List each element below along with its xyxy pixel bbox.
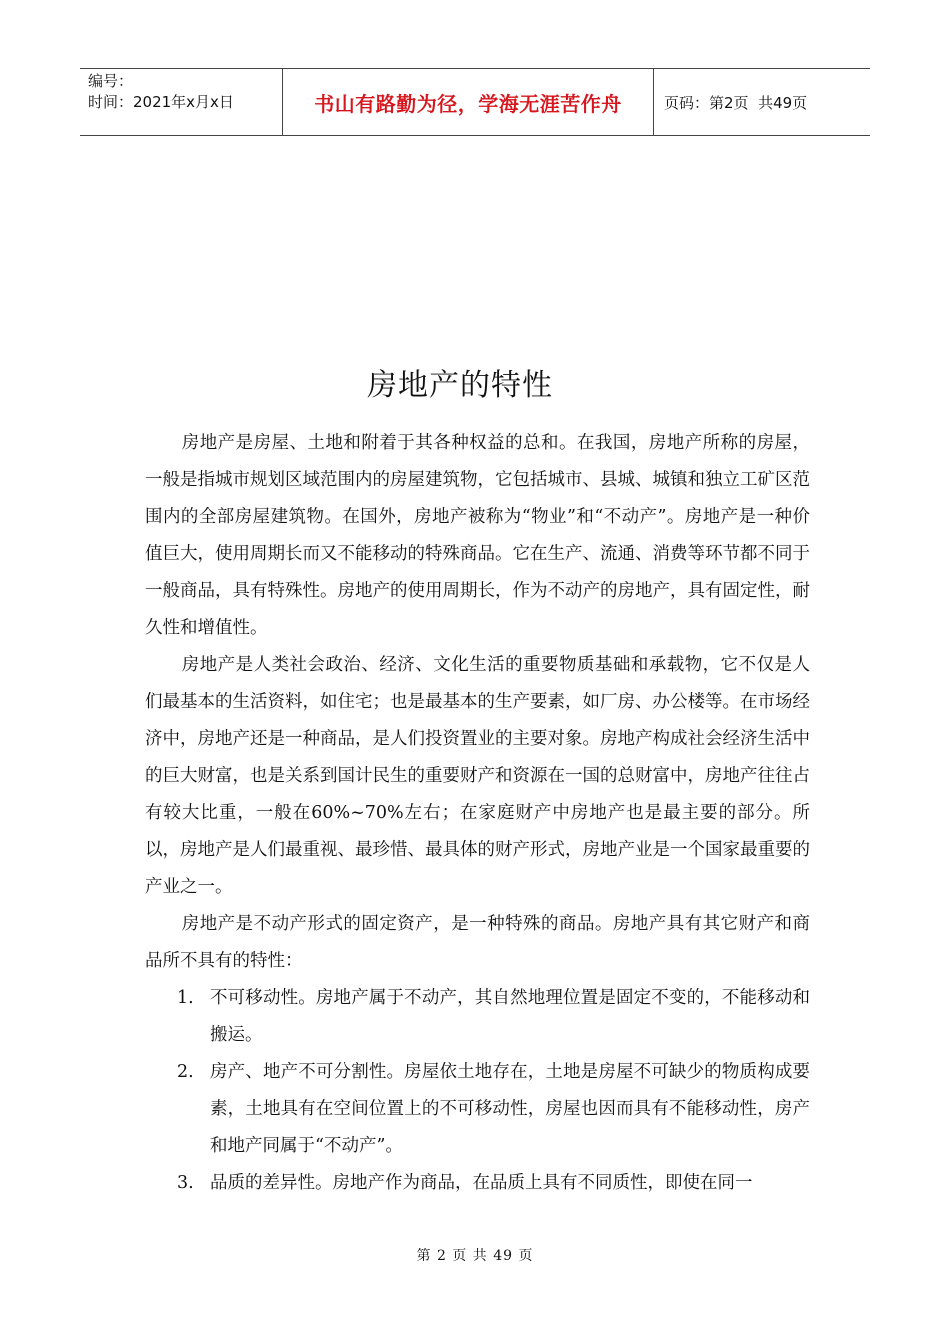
- list-item: [145, 1054, 810, 1165]
- footer-page-number: 第 2 页 共 49 页: [416, 1248, 534, 1264]
- paragraph-1: 房地产是房屋、土地和附着于其各种权益的总和。在我国，房地产所称的房屋，一般是指城市规划区域范围内的房屋建筑物，它包括城市、县城、城镇和独立工矿区范围内的全部房屋建筑物。在国外，房地产被称为“物业”和“不动产”。房地产是一种价值巨大，使用周期长而又不能移动的特殊商品。它在生产、流通、消费等环节都不同于一般商品，具有特殊性。房地产的使用周期长，作为不动产的房地产，具有固定性，耐久性和增值性。: [145, 433, 810, 638]
- property-characteristics-list: [145, 980, 810, 1202]
- document-header: [80, 68, 870, 136]
- header-motto: 书山有路勤为径，学海无涯苦作舟: [282, 69, 654, 135]
- paragraph-2: 房地产是人类社会政治、经济、文化生活的重要物质基础和承载物，它不仅是人们最基本的生活资料，如住宅；也是最基本的生产要素，如厂房、办公楼等。在市场经济中，房地产还是一种商品，是人们投资置业的主要对象。房地产构成社会经济生活中的巨大财富，也是关系到国计民生的重要财产和资源在一国的总财富中，房地产往往占有较大比重，一般在60%~70%左右；在家庭财产中房地产也是最主要的部分。所以，房地产是人们最重视、最珍惜、最具体的财产形式，房地产业是一个国家最重要的产业之一。: [145, 655, 810, 897]
- header-page-info-cell: [654, 69, 870, 135]
- list-item-number: 3.: [177, 1173, 194, 1193]
- header-number-label: 编号：: [88, 72, 134, 90]
- header-page-info: 页码：第2页 共49页: [664, 93, 808, 112]
- document-body: [145, 425, 810, 1202]
- list-item-number: 2.: [177, 1062, 194, 1082]
- header-meta: [80, 69, 282, 135]
- list-item-text: 不可移动性。房地产属于不动产，其自然地理位置是固定不变的，不能移动和搬运。: [210, 988, 810, 1045]
- list-item-text: 房产、地产不可分割性。房屋依土地存在，土地是房屋不可缺少的物质构成要素，土地具有在空间位置上的不可移动性，房屋也因而具有不能移动性，房产和地产同属于“不动产”。: [210, 1062, 810, 1156]
- page-footer: [0, 1245, 950, 1265]
- paragraph-3: 房地产是不动产形式的固定资产，是一种特殊的商品。房地产具有其它财产和商品所不具有的特性：: [145, 914, 810, 971]
- list-item-text: 品质的差异性。房地产作为商品，在品质上具有不同质性，即使在同一: [210, 1173, 753, 1193]
- list-item: [145, 1165, 810, 1202]
- list-item: [145, 980, 810, 1054]
- header-time-label: 时间：2021年x月x日: [88, 93, 234, 111]
- list-item-number: 1.: [177, 988, 194, 1008]
- document-title: 房地产的特性: [367, 368, 553, 403]
